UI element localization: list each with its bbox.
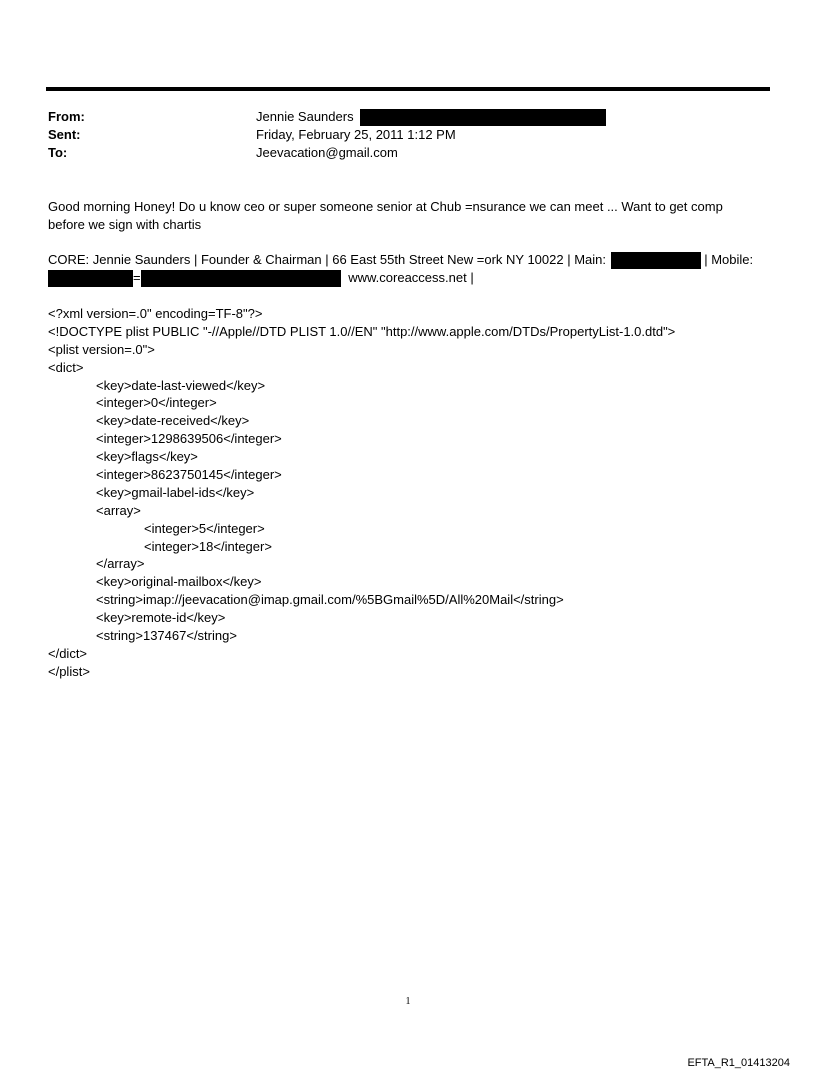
plist-line: <integer>5</integer> <box>144 520 265 536</box>
signature-mobile-label: | Mobile: <box>704 252 754 267</box>
plist-line: <dict> <box>48 359 84 375</box>
signature-line-2 <box>48 269 474 287</box>
plist-block <box>48 305 675 681</box>
page-number: 1 <box>405 996 411 1007</box>
document-id: EFTA_R1_01413204 <box>687 1057 790 1069</box>
from-value <box>256 108 606 126</box>
redaction-box <box>611 252 701 269</box>
redaction-box <box>48 270 133 287</box>
plist-line: <integer>1298639506</integer> <box>96 431 282 447</box>
to-value: Jeevacation@gmail.com <box>256 145 398 160</box>
signature-eq: = <box>133 270 141 285</box>
plist-line: <key>date-last-viewed</key> <box>96 377 266 393</box>
redaction-box <box>141 270 341 287</box>
plist-line: <key>flags</key> <box>96 449 198 465</box>
header-rule <box>46 87 770 91</box>
to-label: To: <box>48 145 68 160</box>
plist-line: <array> <box>96 502 141 518</box>
plist-line: </plist> <box>48 663 90 679</box>
signature-line-1 <box>48 251 753 269</box>
plist-line: <key>remote-id</key> <box>96 610 226 626</box>
from-label: From: <box>48 109 85 124</box>
sent-label: Sent: <box>48 127 81 142</box>
message-line-1: Good morning Honey! Do u know ceo or super someone senior at Chub =nsurance we can meet ... Want to get comp <box>48 199 723 214</box>
redaction-box <box>360 109 606 126</box>
from-name: Jennie Saunders <box>256 109 354 124</box>
plist-line: <integer>8623750145</integer> <box>96 467 282 483</box>
plist-line: <string>imap://jeevacation@imap.gmail.com/%5BGmail%5D/All%20Mail</string> <box>96 592 564 608</box>
plist-line: </dict> <box>48 645 88 661</box>
signature-text: CORE: Jennie Saunders | Founder & Chairman | 66 East 55th Street New =ork NY 10022 | Main: <box>48 252 606 267</box>
plist-line: </array> <box>96 556 145 572</box>
plist-line: <key>date-received</key> <box>96 413 250 429</box>
plist-line: <string>137467</string> <box>96 628 237 644</box>
signature-url: www.coreaccess.net | <box>348 270 474 285</box>
message-line-2: before we sign with chartis <box>48 217 202 232</box>
plist-line: <key>gmail-label-ids</key> <box>96 484 255 500</box>
plist-line: <key>original-mailbox</key> <box>96 574 262 590</box>
plist-line: <!DOCTYPE plist PUBLIC "-//Apple//DTD PLIST 1.0//EN" "http://www.apple.com/DTDs/PropertyList-1.0.dtd"> <box>48 323 676 339</box>
plist-line: <integer>18</integer> <box>144 538 272 554</box>
plist-line: <plist version=.0"> <box>48 341 155 357</box>
sent-value: Friday, February 25, 2011 1:12 PM <box>256 127 456 142</box>
plist-line: <integer>0</integer> <box>96 395 217 411</box>
plist-line: <?xml version=.0" encoding=TF-8"?> <box>48 306 263 321</box>
